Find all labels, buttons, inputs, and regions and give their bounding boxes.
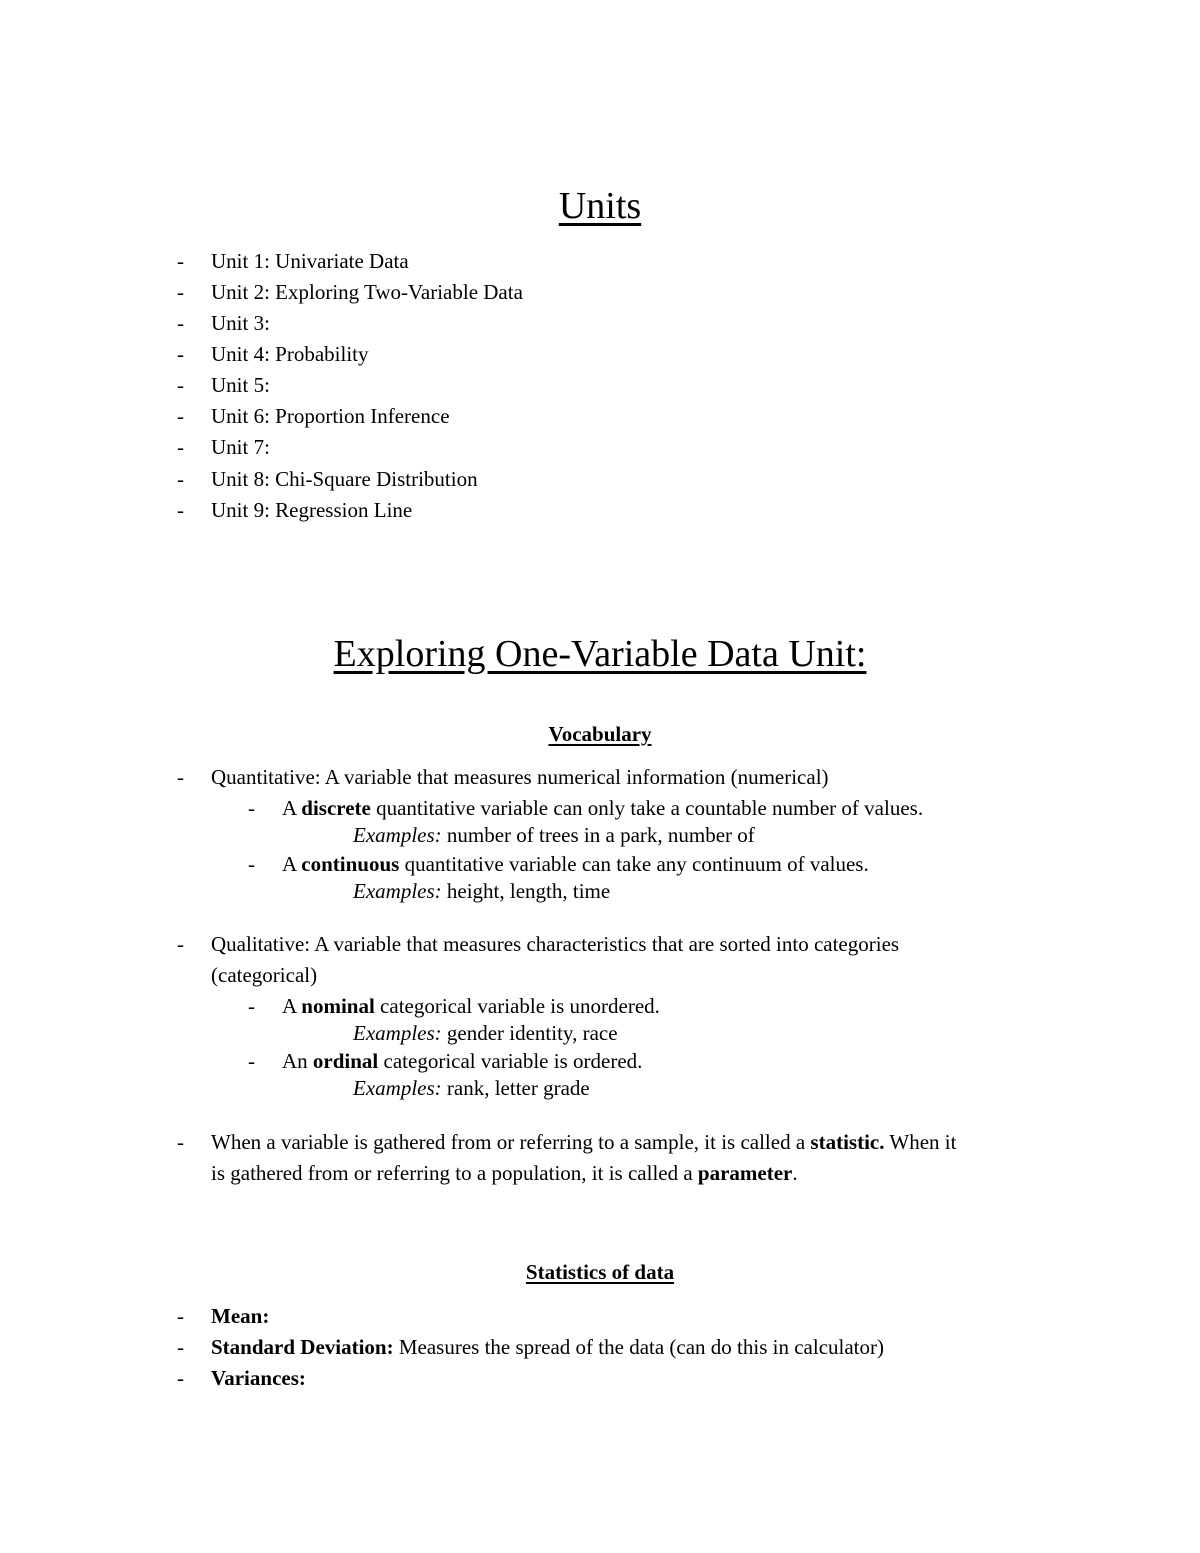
variances-item: Variances:: [211, 1366, 306, 1390]
list-bullet: -: [177, 311, 184, 335]
discrete-definition: A discrete quantitative variable can only take a countable number of values.: [282, 796, 924, 820]
parameter-definition: is gathered from or referring to a population, it is called a parameter.: [211, 1161, 798, 1185]
list-bullet: -: [177, 342, 184, 366]
unit-item-2: Unit 2: Exploring Two-Variable Data: [211, 280, 523, 304]
unit-item-5: Unit 5:: [211, 373, 270, 397]
statistics-heading: Statistics of data: [525, 1260, 675, 1284]
continuous-definition: A continuous quantitative variable can take any continuum of values.: [282, 852, 869, 876]
list-bullet: -: [248, 796, 255, 820]
continuous-examples: Examples: height, length, time: [353, 879, 611, 903]
list-bullet: -: [177, 249, 184, 273]
list-bullet: -: [248, 994, 255, 1018]
unit-item-8: Unit 8: Chi-Square Distribution: [211, 467, 478, 491]
list-bullet: -: [177, 1335, 184, 1359]
statistic-definition: When a variable is gathered from or referring to a sample, it is called a statistic. When it: [211, 1130, 957, 1154]
standard-deviation-item: Standard Deviation: Measures the spread of the data (can do this in calculator): [211, 1335, 885, 1359]
unit-item-9: Unit 9: Regression Line: [211, 498, 413, 522]
list-bullet: -: [177, 467, 184, 491]
nominal-definition: A nominal categorical variable is unordered.: [282, 994, 660, 1018]
list-bullet: -: [177, 373, 184, 397]
list-bullet: -: [177, 932, 184, 956]
list-bullet: -: [177, 404, 184, 428]
unit-item-6: Unit 6: Proportion Inference: [211, 404, 450, 428]
list-bullet: -: [248, 1049, 255, 1073]
mean-item: Mean:: [211, 1304, 270, 1328]
list-bullet: -: [177, 435, 184, 459]
unit-item-1: Unit 1: Univariate Data: [211, 249, 409, 273]
list-bullet: -: [248, 852, 255, 876]
vocabulary-heading: Vocabulary: [548, 722, 652, 746]
list-bullet: -: [177, 280, 184, 304]
list-bullet: -: [177, 1366, 184, 1390]
list-bullet: -: [177, 1304, 184, 1328]
quantitative-definition: Quantitative: A variable that measures numerical information (numerical): [211, 765, 829, 789]
list-bullet: -: [177, 1130, 184, 1154]
ordinal-examples: Examples: rank, letter grade: [353, 1076, 590, 1100]
units-heading: Units: [558, 185, 642, 227]
ordinal-definition: An ordinal categorical variable is ordered.: [282, 1049, 643, 1073]
unit-item-7: Unit 7:: [211, 435, 270, 459]
unit-item-4: Unit 4: Probability: [211, 342, 369, 366]
unit-item-3: Unit 3:: [211, 311, 270, 335]
unit-section-heading: Exploring One-Variable Data Unit:: [333, 633, 867, 675]
discrete-examples: Examples: number of trees in a park, number of: [353, 823, 755, 847]
nominal-examples: Examples: gender identity, race: [353, 1021, 618, 1045]
qualitative-definition: Qualitative: A variable that measures characteristics that are sorted into categories: [211, 932, 900, 956]
list-bullet: -: [177, 765, 184, 789]
qualitative-definition-cont: (categorical): [211, 963, 318, 987]
list-bullet: -: [177, 498, 184, 522]
